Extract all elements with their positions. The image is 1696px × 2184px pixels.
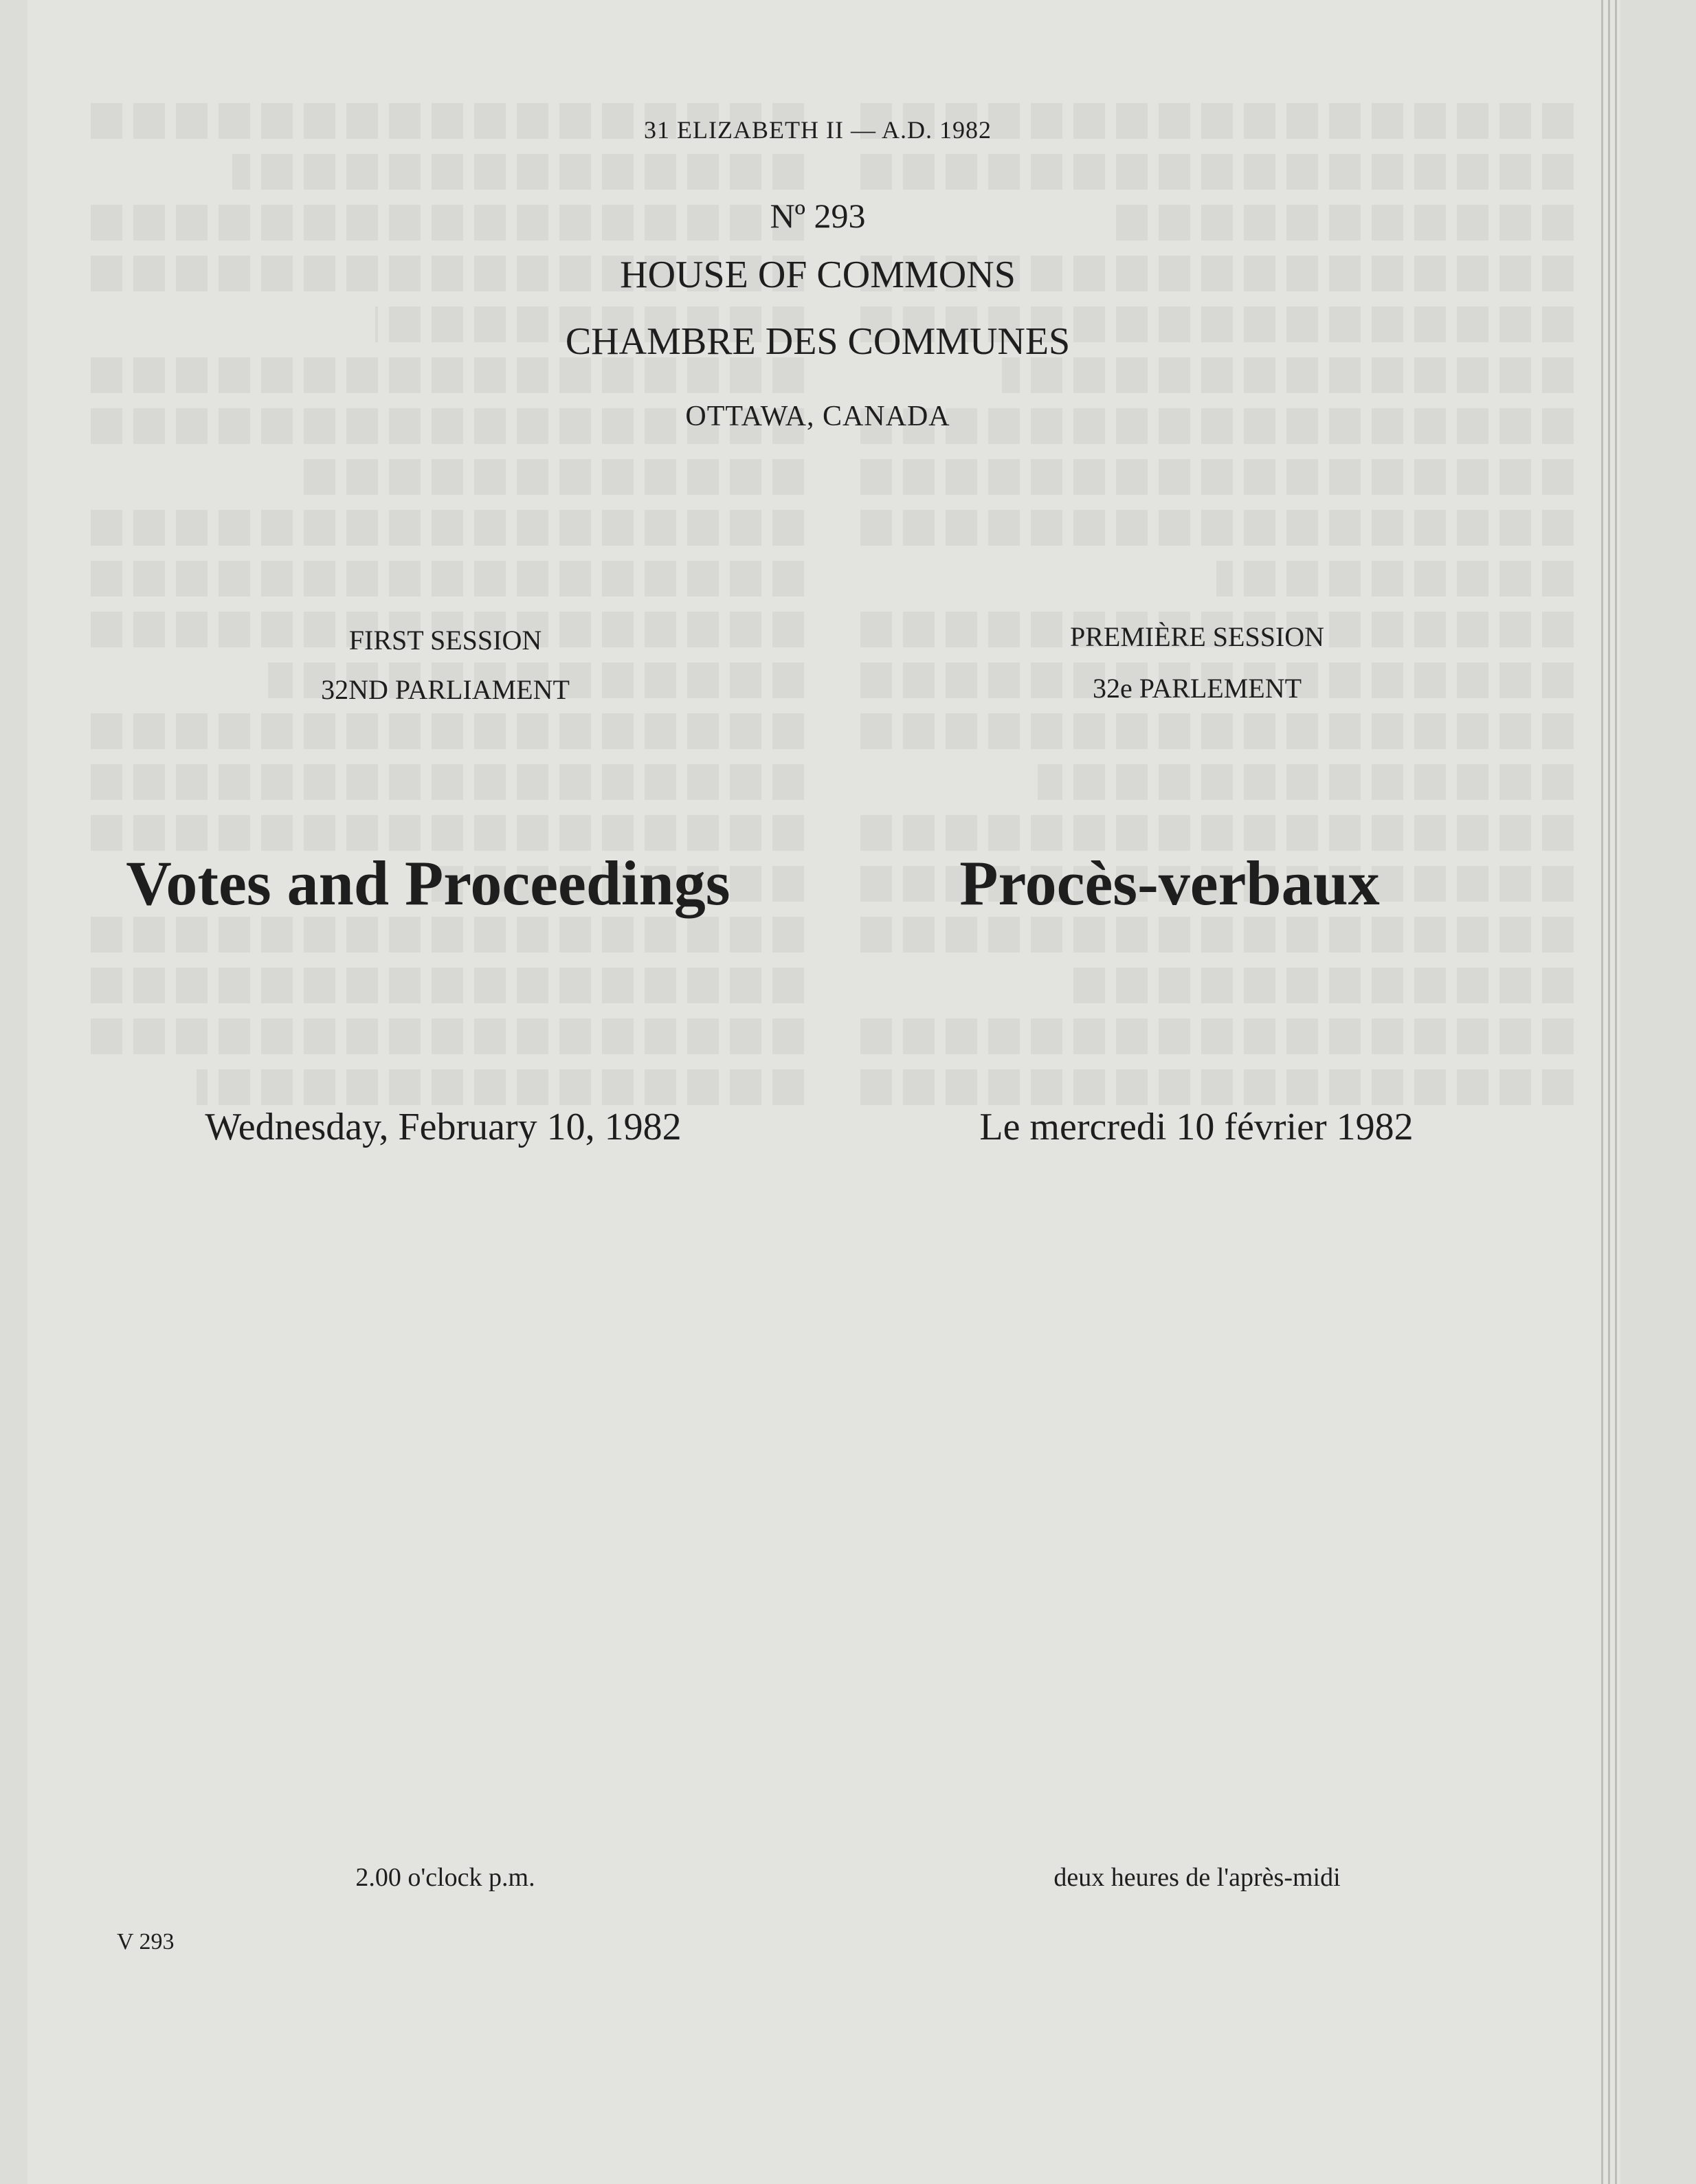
issue-number: Nº 293	[770, 197, 866, 235]
page-edge	[1608, 0, 1610, 2184]
session-fr: PREMIÈRE SESSION	[1069, 621, 1325, 652]
parliament-fr: 32e PARLEMENT	[1092, 673, 1302, 704]
sitting-time-fr: deux heures de l'après-midi	[1053, 1863, 1341, 1892]
session-en: FIRST SESSION	[348, 625, 542, 656]
folio-number: V 293	[117, 1929, 175, 1954]
house-title-en: HOUSE OF COMMONS	[620, 254, 1016, 296]
page-edge	[1601, 0, 1603, 2184]
date-fr: Le mercredi 10 février 1982	[979, 1106, 1414, 1148]
date-en: Wednesday, February 10, 1982	[205, 1106, 682, 1148]
title-fr: Procès-verbaux	[959, 848, 1380, 918]
sitting-time-en: 2.00 o'clock p.m.	[355, 1863, 535, 1892]
regnal-year: 31 ELIZABETH II — A.D. 1982	[644, 116, 992, 144]
house-title-fr: CHAMBRE DES COMMUNES	[565, 320, 1071, 363]
location: OTTAWA, CANADA	[685, 401, 950, 432]
title-en: Votes and Proceedings	[126, 848, 730, 918]
parliament-en: 32ND PARLIAMENT	[321, 674, 570, 705]
page-edge	[1615, 0, 1617, 2184]
